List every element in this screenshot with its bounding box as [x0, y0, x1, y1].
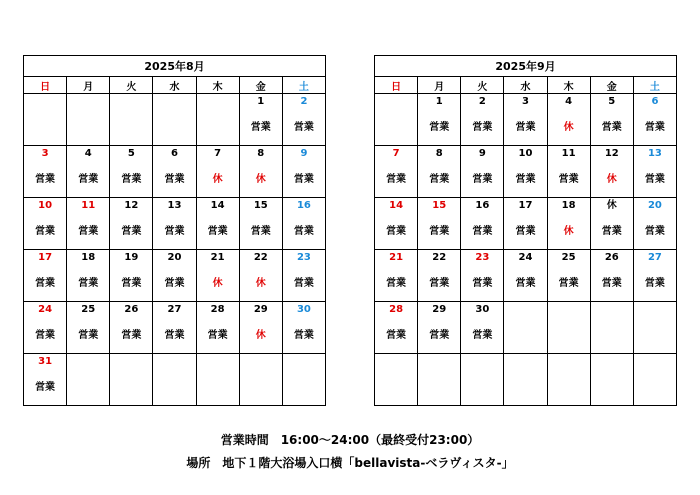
empty-day-cell [282, 354, 325, 406]
calendar-day-cell [24, 354, 67, 406]
day-number: 14 [389, 200, 404, 211]
open-status: 営業 [386, 330, 407, 341]
open-status: 営業 [644, 226, 665, 237]
calendar-week-row [375, 354, 677, 406]
calendar-day-cell [547, 250, 590, 302]
empty-day-cell [153, 354, 196, 406]
open-status: 営業 [121, 330, 142, 341]
day-number: 31 [38, 356, 53, 367]
weekday-label: 火 [110, 77, 153, 94]
day-number: 30 [475, 304, 490, 315]
open-status: 営業 [515, 122, 536, 133]
day-number: 19 [124, 252, 139, 263]
calendar-day-cell [282, 302, 325, 354]
day-number: 13 [167, 200, 182, 211]
calendar-day-cell [461, 198, 504, 250]
day-number: 24 [518, 252, 533, 263]
open-status: 営業 [250, 122, 271, 133]
day-number: 4 [565, 96, 573, 107]
day-number: 7 [392, 148, 400, 159]
open-status: 営業 [601, 122, 622, 133]
day-number: 27 [647, 252, 662, 263]
day-number: 1 [435, 96, 443, 107]
day-number: 29 [253, 304, 268, 315]
day-number: 21 [389, 252, 404, 263]
day-number: 5 [608, 96, 616, 107]
open-status: 営業 [207, 226, 228, 237]
calendar-day-cell [418, 250, 461, 302]
calendar-day-cell [461, 94, 504, 146]
open-status: 営業 [293, 330, 314, 341]
day-number: 21 [210, 252, 225, 263]
calendar-day-cell [282, 198, 325, 250]
empty-day-cell [110, 94, 153, 146]
calendar-day-cell [110, 250, 153, 302]
empty-day-cell [67, 94, 110, 146]
day-number: 14 [210, 200, 225, 211]
day-number: 3 [522, 96, 529, 107]
day-number: 25 [81, 304, 96, 315]
calendar-title: 2025年9月 [375, 56, 677, 77]
open-status: 営業 [250, 226, 271, 237]
empty-day-cell [375, 354, 418, 406]
day-number: 27 [167, 304, 182, 315]
day-number: 22 [253, 252, 268, 263]
day-number: 2 [300, 96, 308, 107]
open-status: 営業 [293, 174, 314, 185]
weekday-label: 日 [375, 77, 418, 94]
calendar-day-cell [110, 302, 153, 354]
open-status: 営業 [429, 278, 450, 289]
calendar-day-cell [375, 198, 418, 250]
calendar-day-cell [418, 198, 461, 250]
closed-status: 休 [563, 226, 574, 237]
open-status: 営業 [121, 226, 142, 237]
day-number: 30 [296, 304, 311, 315]
empty-day-cell [633, 302, 676, 354]
empty-day-cell [196, 94, 239, 146]
calendar-day-cell [633, 94, 676, 146]
open-status: 営業 [35, 382, 56, 393]
empty-day-cell [196, 354, 239, 406]
empty-day-cell [504, 302, 547, 354]
calendar-day-cell [239, 198, 282, 250]
day-number: 9 [478, 148, 486, 159]
calendar-day-cell [282, 94, 325, 146]
weekday-header-row [375, 77, 677, 94]
open-status: 営業 [515, 278, 536, 289]
calendar-day-cell [547, 146, 590, 198]
day-number: 16 [296, 200, 311, 211]
open-status: 営業 [164, 278, 185, 289]
calendar-week-row [24, 302, 326, 354]
day-number: 26 [124, 304, 139, 315]
open-status: 営業 [472, 174, 493, 185]
calendar-week-row [375, 146, 677, 198]
day-number: 26 [604, 252, 619, 263]
closed-status: 休 [563, 122, 574, 133]
calendar-day-cell [375, 302, 418, 354]
open-status: 営業 [644, 122, 665, 133]
calendar-day-cell [67, 302, 110, 354]
open-status: 営業 [472, 226, 493, 237]
open-status: 営業 [558, 174, 579, 185]
calendar-week-row [24, 146, 326, 198]
calendar-day-cell [461, 302, 504, 354]
day-number: 12 [124, 200, 139, 211]
open-status: 営業 [293, 226, 314, 237]
calendar-day-cell [196, 250, 239, 302]
day-number: 8 [257, 148, 265, 159]
day-number: 18 [561, 200, 576, 211]
empty-day-cell [547, 302, 590, 354]
calendar-day-cell [153, 250, 196, 302]
day-number: 11 [561, 148, 576, 159]
open-status: 営業 [164, 226, 185, 237]
day-number: 23 [296, 252, 311, 263]
closed-status: 休 [606, 174, 617, 185]
closed-status: 休 [255, 330, 266, 341]
open-status: 営業 [429, 330, 450, 341]
open-status: 営業 [386, 174, 407, 185]
calendar-day-cell [504, 146, 547, 198]
weekday-label: 金 [239, 77, 282, 94]
open-status: 営業 [601, 278, 622, 289]
calendar-day-cell [67, 198, 110, 250]
empty-day-cell [590, 302, 633, 354]
calendar-day-cell [504, 198, 547, 250]
day-number: 休 [606, 200, 617, 211]
day-number: 24 [38, 304, 53, 315]
day-number: 22 [432, 252, 447, 263]
calendar-day-cell [196, 146, 239, 198]
open-status: 営業 [35, 174, 56, 185]
empty-day-cell [110, 354, 153, 406]
calendar-week-row [24, 354, 326, 406]
calendar-day-cell [239, 302, 282, 354]
open-status: 営業 [207, 330, 228, 341]
day-number: 7 [214, 148, 222, 159]
calendar-week-row [375, 302, 677, 354]
open-status: 営業 [472, 278, 493, 289]
open-status: 営業 [644, 278, 665, 289]
open-status: 営業 [644, 174, 665, 185]
open-status: 営業 [386, 226, 407, 237]
open-status: 営業 [164, 330, 185, 341]
day-number: 6 [651, 96, 659, 107]
calendar-day-cell [239, 250, 282, 302]
calendar-day-cell [153, 146, 196, 198]
calendar-day-cell [461, 146, 504, 198]
open-status: 営業 [601, 226, 622, 237]
open-status: 営業 [515, 226, 536, 237]
day-number: 13 [647, 148, 662, 159]
closed-status: 休 [212, 174, 223, 185]
calendar-day-cell [24, 250, 67, 302]
closed-status: 休 [255, 174, 266, 185]
calendar-day-cell [153, 198, 196, 250]
calendar-day-cell [24, 198, 67, 250]
day-number: 16 [475, 200, 490, 211]
business-hours: 営業時間 16:00～24:00（最終受付23:00） [220, 433, 480, 447]
open-status: 営業 [293, 122, 314, 133]
calendar-day-cell [375, 250, 418, 302]
weekday-label: 木 [547, 77, 590, 94]
calendar-august [23, 55, 326, 406]
open-status: 営業 [472, 330, 493, 341]
open-status: 営業 [78, 174, 99, 185]
day-number: 10 [38, 200, 53, 211]
calendar-day-cell [110, 146, 153, 198]
day-number: 15 [253, 200, 268, 211]
calendar-day-cell [239, 94, 282, 146]
empty-day-cell [24, 94, 67, 146]
day-number: 17 [38, 252, 53, 263]
day-number: 8 [435, 148, 443, 159]
weekday-header-row [24, 77, 326, 94]
day-number: 17 [518, 200, 533, 211]
calendar-day-cell [418, 94, 461, 146]
empty-day-cell [418, 354, 461, 406]
calendar-day-cell [461, 250, 504, 302]
calendar-day-cell [590, 94, 633, 146]
calendar-week-row [24, 198, 326, 250]
calendar-day-cell [375, 146, 418, 198]
day-number: 2 [478, 96, 486, 107]
calendar-day-cell [547, 94, 590, 146]
calendar-day-cell [67, 146, 110, 198]
calendar-day-cell [282, 250, 325, 302]
weekday-label: 水 [504, 77, 547, 94]
closed-status: 休 [255, 278, 266, 289]
open-status: 営業 [386, 278, 407, 289]
empty-day-cell [153, 94, 196, 146]
calendar-day-cell [196, 198, 239, 250]
calendar-day-cell [153, 302, 196, 354]
calendar-day-cell [590, 146, 633, 198]
day-number: 5 [127, 148, 135, 159]
calendar-day-cell [196, 302, 239, 354]
weekday-label: 日 [24, 77, 67, 94]
open-status: 営業 [78, 226, 99, 237]
day-number: 25 [561, 252, 576, 263]
calendar-day-cell [418, 302, 461, 354]
calendar-week-row [375, 250, 677, 302]
weekday-label: 火 [461, 77, 504, 94]
weekday-label: 金 [590, 77, 633, 94]
calendar-week-row [375, 94, 677, 146]
calendar-day-cell [547, 198, 590, 250]
open-status: 営業 [515, 174, 536, 185]
calendar-day-cell [504, 94, 547, 146]
calendar-day-cell [633, 250, 676, 302]
weekday-label: 月 [418, 77, 461, 94]
open-status: 営業 [78, 278, 99, 289]
open-status: 営業 [293, 278, 314, 289]
open-status: 営業 [164, 174, 185, 185]
day-number: 1 [257, 96, 265, 107]
day-number: 28 [210, 304, 225, 315]
day-number: 6 [171, 148, 178, 159]
day-number: 4 [84, 148, 92, 159]
day-number: 3 [41, 148, 49, 159]
weekday-label: 水 [153, 77, 196, 94]
calendar-day-cell [239, 146, 282, 198]
empty-day-cell [504, 354, 547, 406]
weekday-label: 土 [282, 77, 325, 94]
calendar-day-cell [590, 250, 633, 302]
calendar-day-cell [67, 250, 110, 302]
calendar-september [374, 55, 677, 406]
calendar-day-cell [24, 302, 67, 354]
calendar-day-cell [24, 146, 67, 198]
open-status: 営業 [35, 226, 56, 237]
day-number: 23 [475, 252, 490, 263]
empty-day-cell [547, 354, 590, 406]
calendar-day-cell [110, 198, 153, 250]
calendar-day-cell [418, 146, 461, 198]
calendar-day-cell [590, 198, 633, 250]
closed-status: 休 [212, 278, 223, 289]
open-status: 営業 [78, 330, 99, 341]
open-status: 営業 [429, 226, 450, 237]
empty-day-cell [239, 354, 282, 406]
empty-day-cell [590, 354, 633, 406]
calendar-day-cell [633, 198, 676, 250]
open-status: 営業 [472, 122, 493, 133]
calendar-week-row [24, 250, 326, 302]
open-status: 営業 [429, 174, 450, 185]
empty-day-cell [461, 354, 504, 406]
calendar-day-cell [282, 146, 325, 198]
open-status: 営業 [35, 278, 56, 289]
day-number: 11 [81, 200, 96, 211]
day-number: 10 [518, 148, 533, 159]
day-number: 20 [167, 252, 182, 263]
day-number: 12 [604, 148, 619, 159]
day-number: 9 [300, 148, 308, 159]
empty-day-cell [67, 354, 110, 406]
day-number: 29 [432, 304, 447, 315]
empty-day-cell [375, 94, 418, 146]
day-number: 18 [81, 252, 96, 263]
open-status: 営業 [429, 122, 450, 133]
weekday-label: 土 [633, 77, 676, 94]
open-status: 営業 [35, 330, 56, 341]
location: 場所 地下１階大浴場入口横「bellavista-ベラヴィスタ-」 [186, 456, 514, 470]
day-number: 20 [647, 200, 662, 211]
open-status: 営業 [121, 174, 142, 185]
open-status: 営業 [121, 278, 142, 289]
calendar-day-cell [633, 146, 676, 198]
weekday-label: 月 [67, 77, 110, 94]
day-number: 28 [389, 304, 404, 315]
day-number: 15 [432, 200, 447, 211]
calendar-week-row [375, 198, 677, 250]
calendar-title: 2025年8月 [24, 56, 326, 77]
open-status: 営業 [558, 278, 579, 289]
weekday-label: 木 [196, 77, 239, 94]
calendar-week-row [24, 94, 326, 146]
calendar-day-cell [504, 250, 547, 302]
empty-day-cell [633, 354, 676, 406]
